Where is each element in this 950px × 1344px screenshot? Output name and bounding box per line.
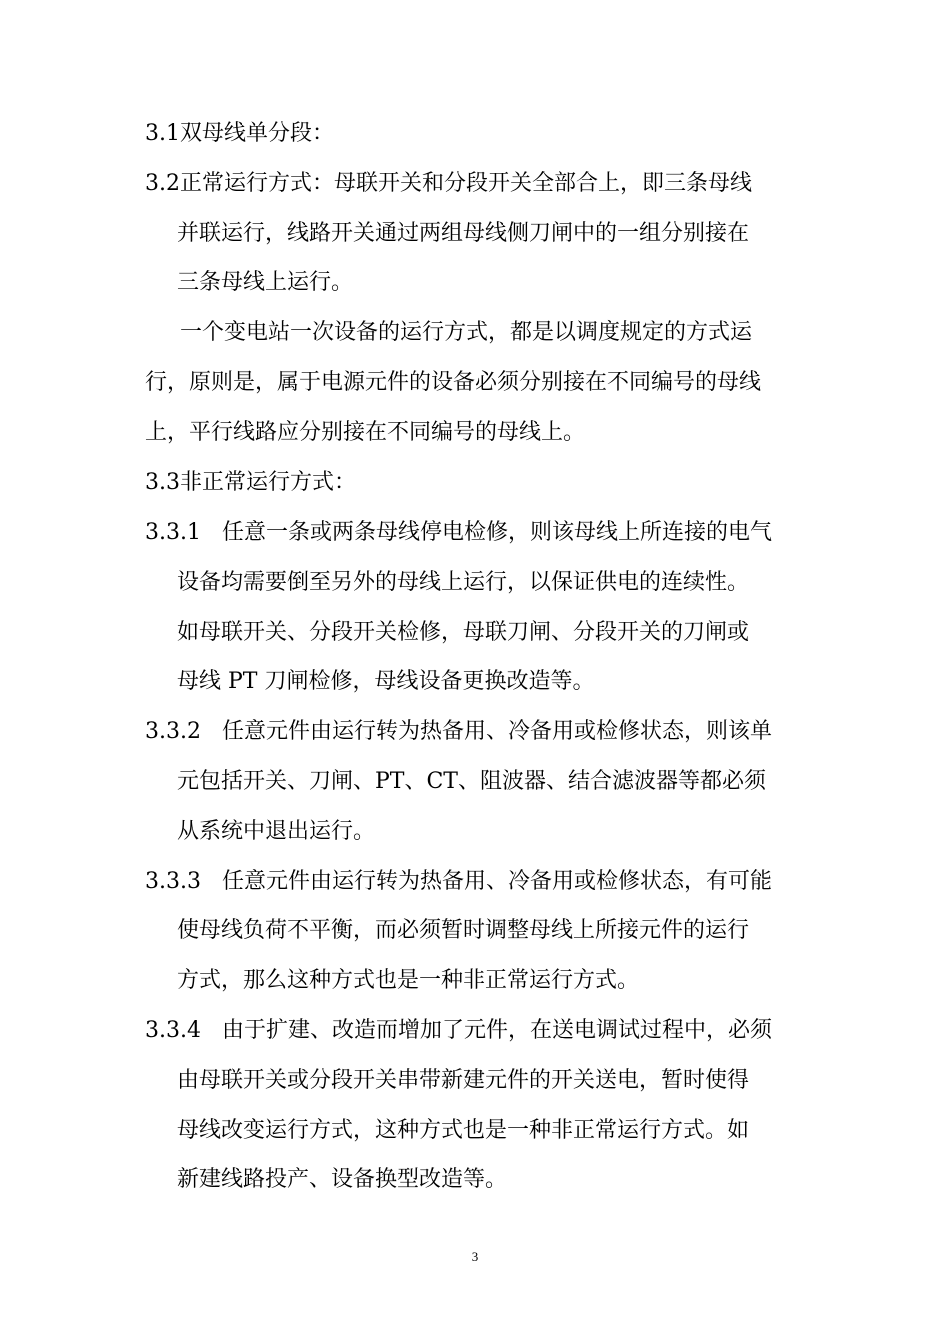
text-line: 并联运行，线路开关通过两组母线侧刀闸中的一组分别接在	[177, 221, 750, 246]
paragraph-line: 上，平行线路应分别接在不同编号的母线上。	[145, 420, 586, 445]
text-line: 母线 PT 刀闸检修，母线设备更换改造等。	[177, 669, 595, 694]
text-line: 设备均需要倒至另外的母线上运行，以保证供电的连续性。	[177, 570, 750, 595]
text-line: 如母联开关、分段开关检修，母联刀闸、分段开关的刀闸或	[177, 620, 750, 645]
section-heading-3-2: 3.2正常运行方式：母联开关和分段开关全部合上，即三条母线	[145, 171, 752, 196]
paragraph-line: 一个变电站一次设备的运行方式，都是以调度规定的方式运	[180, 320, 753, 345]
text-line: 方式，那么这种方式也是一种非正常运行方式。	[177, 968, 640, 993]
text-line: 使母线负荷不平衡，而必须暂时调整母线上所接元件的运行	[177, 918, 750, 943]
text-line: 母线改变运行方式，这种方式也是一种非正常运行方式。如	[177, 1118, 750, 1143]
text-line: 元包括开关、刀闸、PT、CT、阻波器、结合滤波器等都必须	[177, 769, 766, 794]
text-line: 由母联开关或分段开关串带新建元件的开关送电，暂时使得	[177, 1068, 750, 1093]
item-3-3-3: 3.3.3 任意元件由运行转为热备用、冷备用或检修状态，有可能	[145, 869, 772, 894]
section-heading-3-3: 3.3非正常运行方式：	[145, 470, 356, 495]
text-line: 三条母线上运行。	[177, 270, 354, 295]
item-3-3-1: 3.3.1 任意一条或两条母线停电检修，则该母线上所连接的电气	[145, 520, 772, 545]
section-heading-3-1: 3.1双母线单分段：	[145, 121, 334, 146]
text-line: 从系统中退出运行。	[177, 819, 376, 844]
page-number: 3	[471, 1249, 479, 1264]
text-line: 新建线路投产、设备换型改造等。	[177, 1167, 508, 1192]
item-3-3-4: 3.3.4 由于扩建、改造而增加了元件，在送电调试过程中，必须	[145, 1018, 772, 1043]
paragraph-line: 行，原则是，属于电源元件的设备必须分别接在不同编号的母线	[145, 370, 762, 395]
item-3-3-2: 3.3.2 任意元件由运行转为热备用、冷备用或检修状态，则该单	[145, 719, 772, 744]
